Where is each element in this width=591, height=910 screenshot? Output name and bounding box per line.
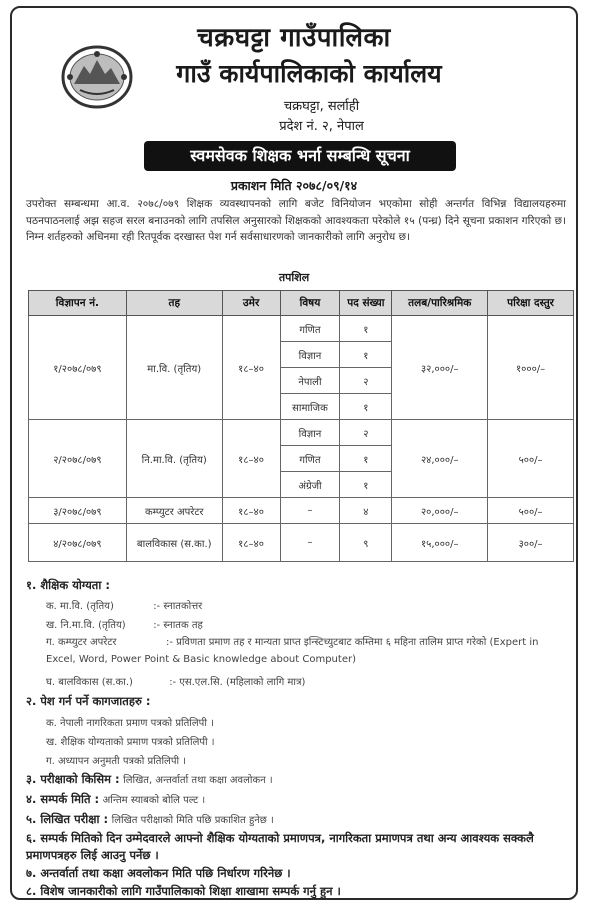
document-item: ख. शैक्षिक योग्यताको प्रमाण पत्रको प्रतिलिपी । [46, 737, 215, 748]
posts-cell: १ [340, 394, 392, 420]
table-row [29, 498, 574, 524]
salary-cell: १५,०००/– [392, 524, 488, 562]
subject-cell: गणित [280, 316, 340, 342]
vacancy-table [28, 290, 574, 562]
level-cell: मा.वि. (तृतिय) [126, 316, 222, 420]
subject-cell: गणित [280, 446, 340, 472]
exam-type-value: लिखित, अन्तर्वार्ता तथा कक्षा अवलोकन । [123, 775, 273, 786]
written-exam-value: लिखित परीक्षाको मिति पछि प्रकाशित हुनेछ । [111, 815, 274, 826]
table-row [29, 316, 574, 342]
documents-heading: २. पेश गर्न पर्ने कागजातहरु : [26, 694, 151, 708]
salary-cell: ३२,०००/– [392, 316, 488, 420]
table-caption: तपशिल [278, 271, 310, 284]
posts-cell: ९ [340, 524, 392, 562]
col-header-salary: तलब/पारिश्रमिक [392, 291, 488, 316]
fee-cell: १०००/– [488, 316, 574, 420]
col-header-subject: विषय [280, 291, 340, 316]
subject-cell: नेपाली [280, 368, 340, 394]
notice-page [10, 6, 578, 900]
document-item: ग. अध्यापन अनुमती पत्रको प्रतिलिपी । [46, 756, 187, 767]
municipality-name: चक्रघट्टा गाउँपालिका [197, 23, 391, 53]
office-name: गाउँ कार्यपालिकाको कार्यालय [176, 59, 442, 88]
qualification-heading: १. शैक्षिक योग्यता : [26, 578, 110, 592]
posts-cell: १ [340, 342, 392, 368]
qualification-item [46, 598, 202, 612]
qualification-value: :- एस.एल.सि. (महिलाको लागि मात्र) [169, 677, 306, 688]
age-cell: १८–४० [222, 524, 280, 562]
posts-cell: ४ [340, 498, 392, 524]
posts-cell: १ [340, 472, 392, 498]
office-address: चक्रघट्टा, सर्लाही [283, 99, 360, 114]
qualification-label: क. मा.वि. (तृतिय) [46, 601, 114, 612]
subject-cell: विज्ञान [280, 420, 340, 446]
note-8: ८. विशेष जानकारीको लागि गाउँपालिकाको शिक्षा शाखामा सम्पर्क गर्नु हुन । [26, 884, 341, 898]
note-7: ७. अन्तर्वार्ता तथा कक्षा अवलोकन मिति पछि निर्धारण गरिनेछ । [26, 866, 291, 880]
qualification-label: ख. नि.मा.वि. (तृतिय) [46, 620, 126, 631]
subject-cell: विज्ञान [280, 342, 340, 368]
level-cell: बालविकास (स.का.) [126, 524, 222, 562]
subject-cell: अंग्रेजी [280, 472, 340, 498]
subject-cell: – [280, 498, 340, 524]
level-cell: नि.मा.वि. (तृतिय) [126, 420, 222, 498]
table-row [29, 420, 574, 446]
table-row [29, 524, 574, 562]
level-cell: कम्प्युटर अपरेटर [126, 498, 222, 524]
publish-date: प्रकाशन मिति २०७८/०९/१४ [230, 178, 358, 193]
contact-date-label: ४. सम्पर्क मिति : [26, 792, 100, 806]
qualification-value: :- स्नातक तह [153, 620, 203, 631]
notice-title: स्वमसेवक शिक्षक भर्ना सम्बन्धि सूचना [144, 141, 456, 171]
subject-cell: – [280, 524, 340, 562]
qualification-label: ग. कम्प्युटर अपरेटर [46, 637, 117, 648]
fee-cell: ३००/– [488, 524, 574, 562]
qualification-value: :- स्नातकोत्तर [153, 601, 203, 612]
subject-cell: सामाजिक [280, 394, 340, 420]
col-header-age: उमेर [222, 291, 280, 316]
qualification-item [46, 617, 203, 631]
table-header-row [29, 291, 574, 316]
note-6: ६. सम्पर्क मितिको दिन उम्मेदवारले आफ्नो शैक्षिक योग्यताको प्रमाणपत्र, नागरिकता प्रमाणपत्र तथा अन्य आवश्यक सक्कलै प्रमाणपत्रहरु लिई आउनु पर्नेछ । [26, 831, 534, 862]
col-header-level: तह [126, 291, 222, 316]
contact-date-value: अन्तिम स्याबको बोलि पल्ट । [102, 795, 206, 806]
exam-type-label: ३. परीक्षाको किसिम : [26, 772, 120, 786]
office-province: प्रदेश नं. २, नेपाल [279, 119, 364, 134]
document-item: क. नेपाली नागरिकता प्रमाण पत्रको प्रतिलिपी । [46, 718, 214, 729]
qualification-label: घ. बालविकास (स.का.) [46, 677, 133, 688]
col-header-ad-no: विज्ञापन नं. [29, 291, 127, 316]
qualification-item [46, 674, 305, 688]
salary-cell: २४,०००/– [392, 420, 488, 498]
written-exam-line [26, 812, 576, 827]
posts-cell: २ [340, 420, 392, 446]
col-header-posts: पद संख्या [340, 291, 392, 316]
col-header-fee: परिक्षा दस्तुर [488, 291, 574, 316]
posts-cell: १ [340, 446, 392, 472]
age-cell: १८–४० [222, 420, 280, 498]
age-cell: १८–४० [222, 316, 280, 420]
contact-date-line [26, 792, 576, 807]
fee-cell: ५००/– [488, 420, 574, 498]
ad-number-cell: १/२०७८/०७९ [29, 316, 127, 420]
exam-type-line [26, 772, 576, 787]
ad-number-cell: ३/२०७८/०७९ [29, 498, 127, 524]
posts-cell: १ [340, 316, 392, 342]
qualification-value: :- प्रविणता प्रमाण तह र मान्यता प्राप्त इन्स्टिच्युटबाट कम्तिमा ६ महिना तालिम प्राप्त गरेको (Expert in Excel, Word, Power Point & Basic knowledge about Computer) [46, 637, 539, 665]
ad-number-cell: ४/२०७८/०७९ [29, 524, 127, 562]
age-cell: १८–४० [222, 498, 280, 524]
salary-cell: २०,०००/– [392, 498, 488, 524]
ad-number-cell: २/२०७८/०७९ [29, 420, 127, 498]
intro-paragraph: उपरोक्त सम्बन्धमा आ.व. २०७८/०७९ शिक्षक व्यवस्थापनको लागि बजेट विनियोजन भएकोमा सोही अन्तर्गत विभिन्न विद्यालयहरुमा पठनपाठनलाई अझ सहज सरल बनाउनको लागि तपसिल अनुसारको शिक्षकको आवश्यकता परेकोले १५ (पन्ध्र) दिने सूचना प्रकाशन गरिएको छ। निम्न शर्तहरुको अधिनमा रही रितपूर्वक दरखास्त पेश गर्न सर्वसाधारणको जानकारीको लागि अनुरोध छ। [26, 198, 566, 243]
qualification-item [46, 634, 566, 668]
fee-cell: ५००/– [488, 498, 574, 524]
written-exam-label: ५. लिखित परीक्षा : [26, 812, 109, 826]
posts-cell: २ [340, 368, 392, 394]
